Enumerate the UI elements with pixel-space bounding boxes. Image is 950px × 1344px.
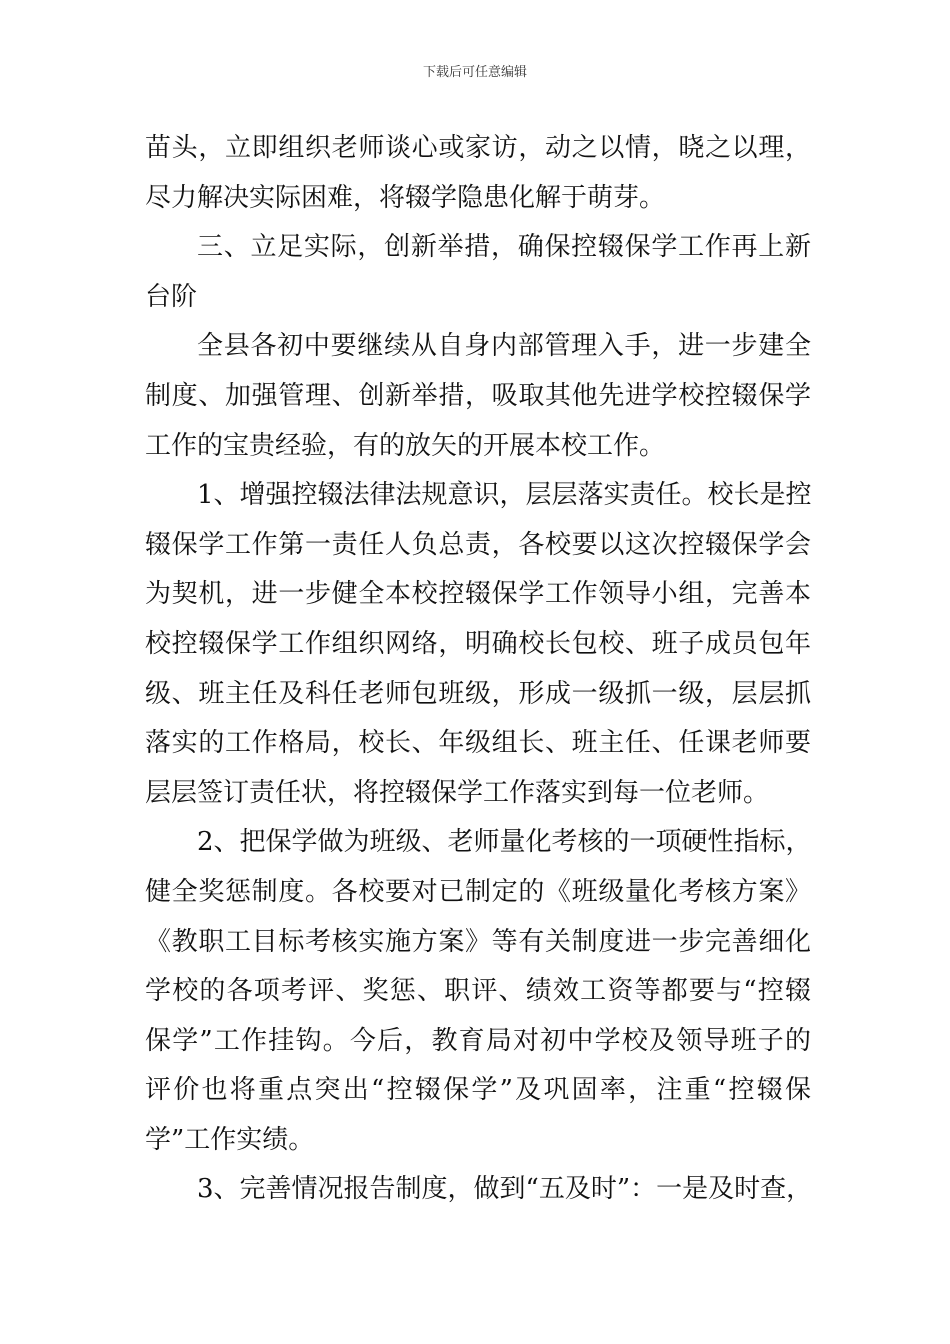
text-line	[145, 322, 811, 372]
text-line	[145, 124, 811, 174]
text-line-content: 级、班主任及科任老师包班级，形成一级抓一级，层层抓	[145, 678, 811, 709]
text-line-content: 1、增强控辍法律法规意识，层层落实责任。校长是控	[197, 480, 812, 511]
text-line-content: 健全奖惩制度。各校要对已制定的《班级量化考核方案》	[145, 876, 811, 907]
text-line	[145, 471, 811, 521]
text-line	[145, 521, 811, 571]
text-line-content: 台阶	[145, 281, 198, 312]
text-line-content: 校控辍保学工作组织网络，明确校长包校、班子成员包年	[145, 628, 811, 659]
page-header-note: 下载后可任意编辑	[422, 65, 527, 80]
text-line-content: 评价也将重点突出“控辍保学”及巩固率，注重“控辍保	[145, 1075, 811, 1106]
text-line	[145, 1066, 811, 1116]
text-line-content: 《教职工目标考核实施方案》等有关制度进一步完善细化	[145, 926, 811, 957]
text-line-content: 尽力解决实际困难，将辍学隐患化解于萌芽。	[145, 182, 666, 213]
text-line-content: 苗头，立即组织老师谈心或家访，动之以情，晓之以理，	[145, 133, 811, 163]
text-line	[145, 967, 811, 1017]
text-line-content: 学”工作实绩。	[145, 1124, 315, 1155]
text-line-content: 制度、加强管理、创新举措，吸取其他先进学校控辍保学	[145, 380, 811, 411]
text-line	[145, 1017, 811, 1067]
text-line	[145, 818, 811, 868]
text-line	[145, 670, 811, 720]
text-line	[145, 174, 811, 224]
text-line-content: 2、把保学做为班级、老师量化考核的一项硬性指标，	[197, 827, 812, 858]
text-line-content: 全县各初中要继续从自身内部管理入手，进一步建全	[197, 331, 811, 362]
text-line	[145, 769, 811, 819]
text-line-content: 保学”工作挂钩。今后，教育局对初中学校及领导班子的	[145, 1025, 811, 1056]
text-line	[145, 719, 811, 769]
text-line	[145, 620, 811, 670]
text-line-content: 辍保学工作第一责任人负总责，各校要以这次控辍保学会	[145, 529, 811, 560]
document-body	[145, 124, 811, 1215]
text-line-content: 为契机，进一步健全本校控辍保学工作领导小组，完善本	[145, 579, 811, 610]
text-line	[145, 223, 811, 273]
text-line	[145, 918, 811, 968]
text-line	[145, 868, 811, 918]
text-line-content: 学校的各项考评、奖惩、职评、绩效工资等都要与“控辍	[145, 976, 811, 1007]
text-line	[145, 1165, 811, 1215]
text-line-content: 层层签订责任状，将控辍保学工作落实到每一位老师。	[145, 777, 770, 808]
text-line	[145, 1116, 811, 1166]
text-line-content: 3、完善情况报告制度，做到“五及时”：一是及时查，	[197, 1174, 813, 1205]
text-line	[145, 273, 811, 323]
text-line-content: 三、立足实际，创新举措，确保控辍保学工作再上新	[197, 232, 811, 263]
text-line-content: 落实的工作格局，校长、年级组长、班主任、任课老师要	[145, 728, 811, 759]
text-line	[145, 372, 811, 422]
text-line-content: 工作的宝贵经验，有的放矢的开展本校工作。	[145, 430, 666, 461]
text-line	[145, 570, 811, 620]
text-line	[145, 422, 811, 472]
